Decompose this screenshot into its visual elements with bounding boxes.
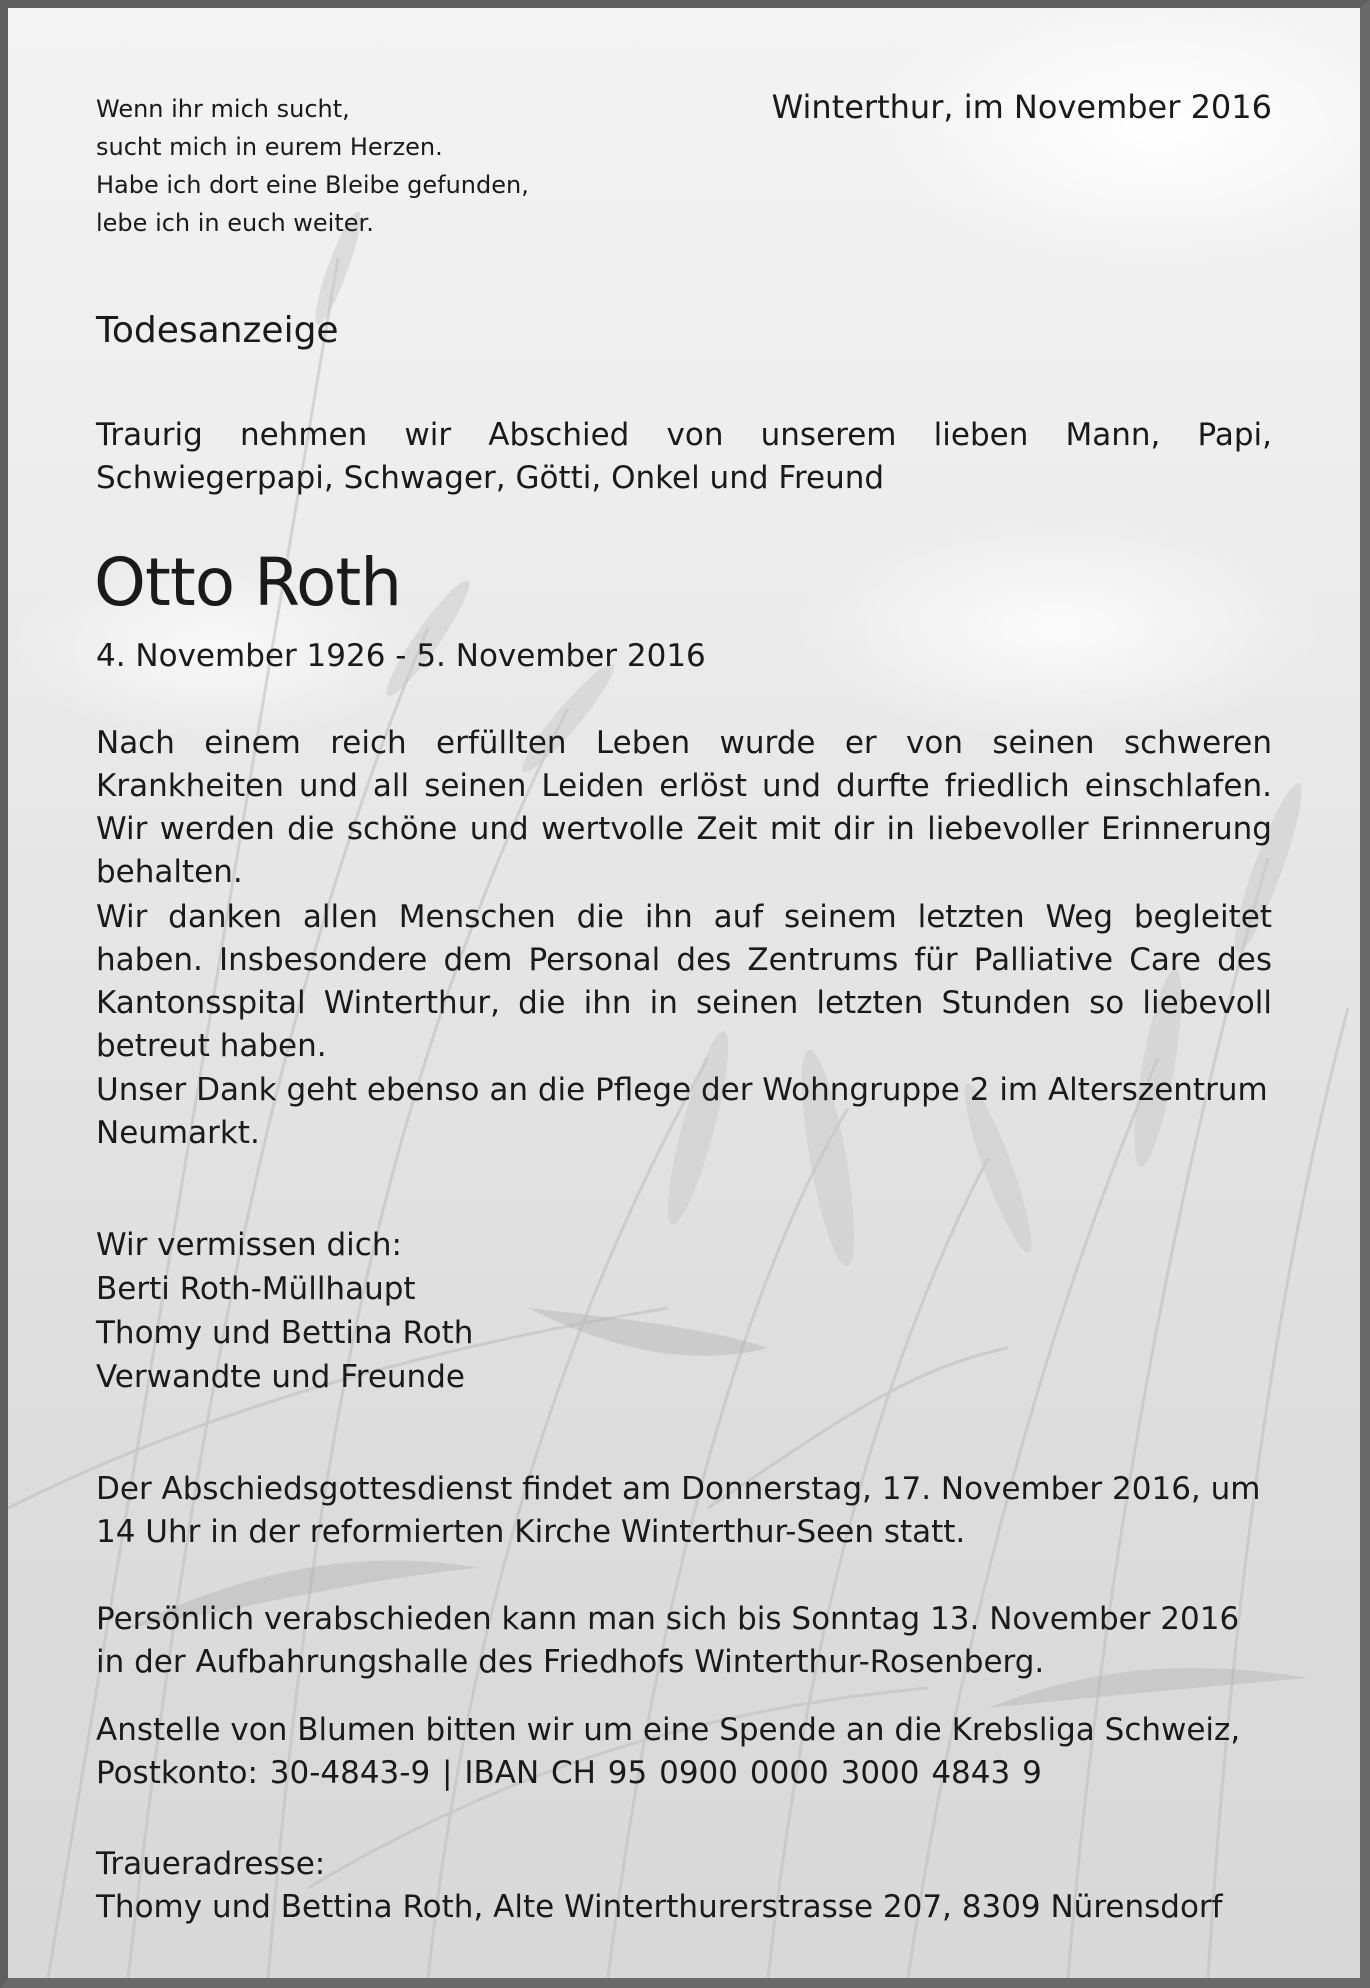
address-value: Thomy und Bettina Roth, Alte Winterthurerstrasse 207, 8309 Nürensdorf xyxy=(96,1889,1223,1925)
notice-content xyxy=(8,8,1360,1978)
service-paragraph: Der Abschiedsgottesdienst findet am Donnerstag, 17. November 2016, um 14 Uhr in der reformierten Kirche Winterthur-Seen statt. xyxy=(96,1471,1261,1550)
donation-text: Anstelle von Blumen bitten wir um eine Spende an die Krebsliga Schweiz, xyxy=(96,1712,1241,1748)
viewing-paragraph: Persönlich verabschieden kann man sich bis Sonntag 13. November 2016 in der Aufbahrungshalle des Friedhofs Winterthur-Rosenberg. xyxy=(96,1601,1240,1680)
motto-line: sucht mich in eurem Herzen. xyxy=(96,133,443,161)
motto-line: Habe ich dort eine Bleibe gefunden, xyxy=(96,171,529,199)
mourning-address xyxy=(96,1843,1223,1929)
motto-line: Wenn ihr mich sucht, xyxy=(96,95,350,123)
intro-paragraph: Traurig nehmen wir Abschied von unserem lieben Mann, Papi, Schwiegerpapi, Schwager, Götti, Onkel und Freund xyxy=(96,417,1272,496)
mourners-intro: Wir vermissen dich: xyxy=(96,1227,402,1263)
motto-line: lebe ich in euch weiter. xyxy=(96,209,374,237)
thanks-paragraph: Wir danken allen Menschen die ihn auf seinem letzten Weg begleitet haben. Insbesondere dem Personal des Zentrums für Palliative Care des Kantonsspital Winterthur, die ihn in seinen letzten Stunden so liebevoll betreut haben. xyxy=(96,899,1272,1064)
mourner-name: Thomy und Bettina Roth xyxy=(96,1315,474,1351)
deceased-name: Otto Roth xyxy=(94,544,402,621)
notice-heading: Todesanzeige xyxy=(96,310,339,351)
motto-verse xyxy=(96,90,616,242)
life-paragraph: Nach einem reich erfüllten Leben wurde er von seinen schweren Krankheiten und all seinen Leiden erlöst und durfte friedlich einschlafen. Wir werden die schöne und wertvolle Zeit mit dir in liebevoller Erinnerung behalten. xyxy=(96,725,1272,890)
donation-paragraph xyxy=(96,1709,1272,1795)
life-dates: 4. November 1926 - 5. November 2016 xyxy=(96,638,706,674)
mourner-name: Berti Roth-Müllhaupt xyxy=(96,1271,416,1307)
donation-account: Postkonto: 30-4843-9 | IBAN CH 95 0900 0000 3000 4843 9 xyxy=(96,1755,1042,1791)
mourner-name: Verwandte und Freunde xyxy=(96,1359,465,1395)
address-label: Traueradresse: xyxy=(96,1846,326,1882)
mourners-list xyxy=(96,1223,473,1399)
care-thanks-paragraph: Unser Dank geht ebenso an die Pflege der Wohngruppe 2 im Alterszentrum Neumarkt. xyxy=(96,1072,1268,1151)
place-and-date: Winterthur, im November 2016 xyxy=(771,88,1272,126)
